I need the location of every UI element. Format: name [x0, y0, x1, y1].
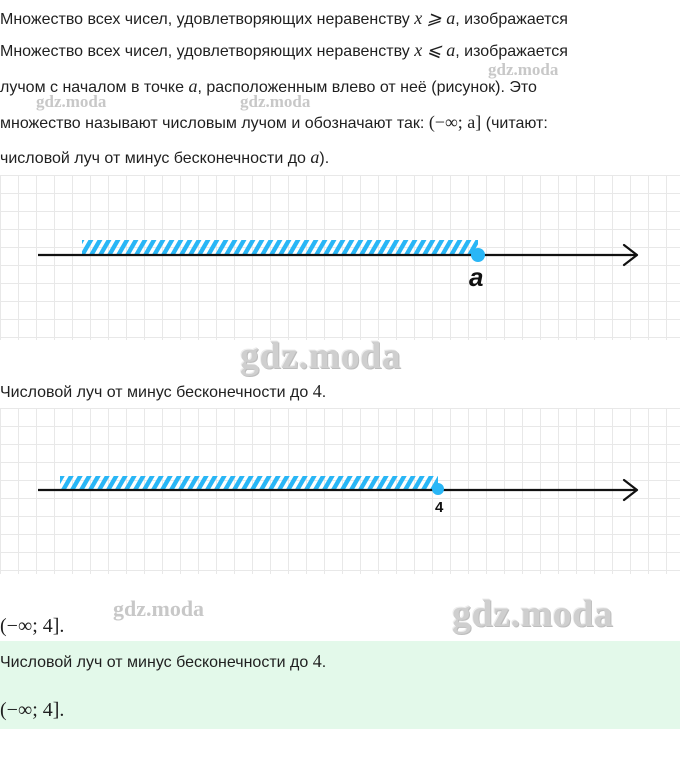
endpoint-dot — [432, 483, 444, 495]
shaded-region — [60, 476, 438, 490]
intro-line-3: лучом с началом в точке a, расположенным влево от неё (рисунок). Это — [0, 76, 537, 96]
answer-box — [0, 641, 680, 729]
answer-interval: (−∞; 4]. — [0, 699, 65, 721]
interval-notation: (−∞; a] — [428, 112, 482, 132]
point-label-4: 4 — [435, 499, 444, 516]
intro-line-1: Множество всех чисел, удовлетворяющих неравенству x ⩾ a, изображается — [0, 8, 568, 28]
number-ray-svg — [0, 408, 680, 574]
endpoint-dot — [471, 248, 485, 262]
number-ray-figure-a — [0, 175, 680, 340]
result-interval: (−∞; 4]. — [0, 615, 65, 637]
inequality-math: x ⩽ a — [414, 40, 456, 60]
answer-caption: Числовой луч от минус бесконечности до 4. — [0, 651, 327, 671]
watermark: gdz.moda — [240, 335, 402, 377]
number-ray-figure-4 — [0, 408, 680, 574]
shaded-region — [82, 240, 478, 254]
watermark: gdz.moda — [488, 60, 559, 79]
intro-line-2: Множество всех чисел, удовлетворяющих неравенству x ⩽ a, изображается — [0, 40, 568, 60]
number-ray-svg — [0, 175, 680, 340]
watermark: gdz.moda — [113, 596, 205, 621]
intro-line-5: числовой луч от минус бесконечности до a). — [0, 147, 330, 167]
point-label-a: a — [469, 262, 484, 292]
watermark: gdz.moda — [240, 92, 311, 111]
intro-line-4: множество называют числовым лучом и обозначают так: (−∞; a] (читают: — [0, 112, 548, 132]
inequality-math: x ⩾ a — [414, 8, 456, 28]
watermark: gdz.moda — [36, 92, 107, 111]
watermark: gdz.moda — [452, 593, 614, 635]
section2-caption: Числовой луч от минус бесконечности до 4. — [0, 381, 327, 401]
